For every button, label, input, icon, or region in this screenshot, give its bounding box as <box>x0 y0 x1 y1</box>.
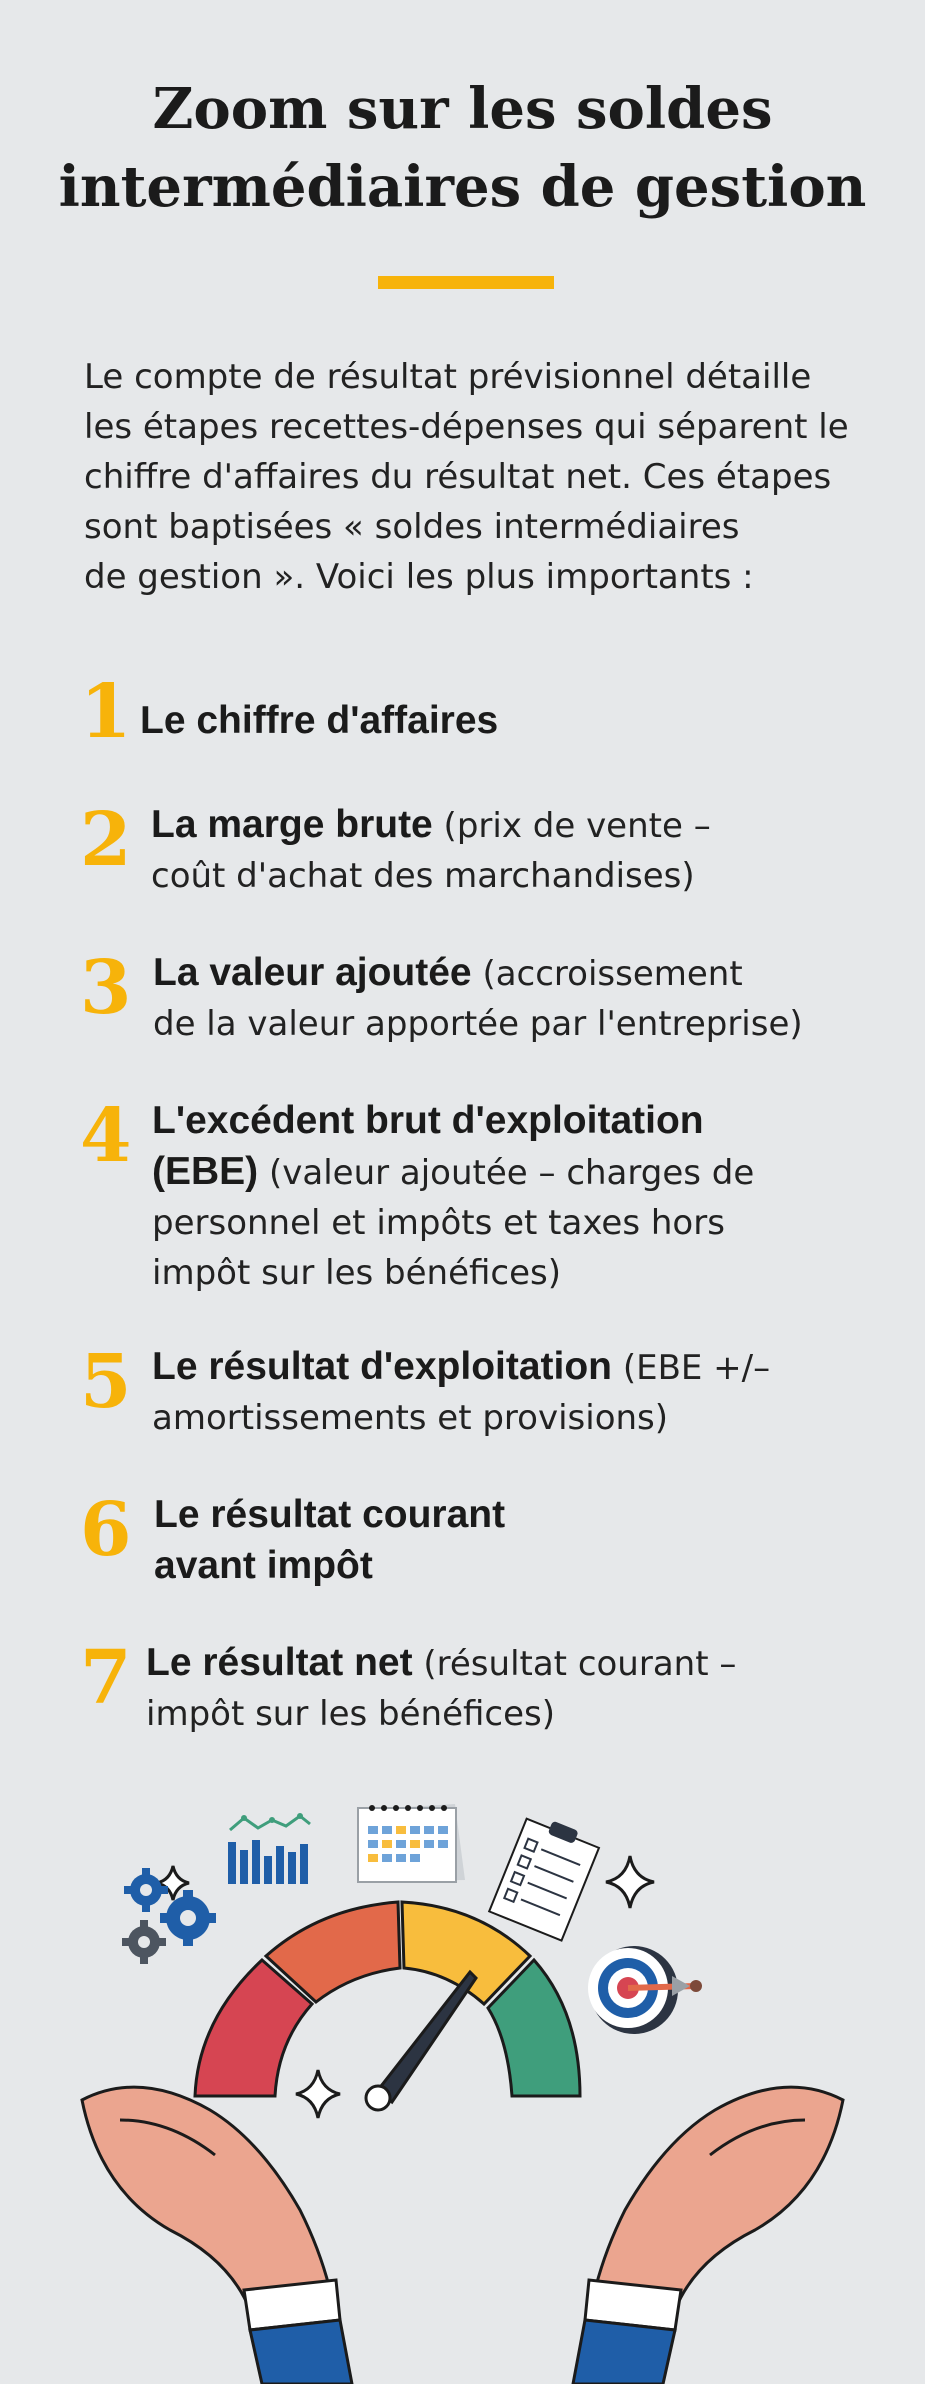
sparkle-icon <box>296 2070 340 2118</box>
item-detail: impôt sur les bénéfices) <box>146 1694 555 1734</box>
item-text <box>152 1342 770 1443</box>
item-detail: coût d'achat des marchandises) <box>151 856 695 896</box>
item-number: 1 <box>80 669 132 755</box>
bar-chart-icon <box>228 1813 310 1884</box>
item-detail: (prix de vente – <box>432 806 711 846</box>
item-detail: personnel et impôts et taxes hors <box>152 1203 725 1243</box>
item-text <box>140 696 498 747</box>
speedometer-gauge-icon <box>195 1902 580 2110</box>
item-title: Le résultat d'exploitation <box>152 1345 613 1388</box>
target-icon <box>588 1946 702 2034</box>
item-number: 5 <box>80 1339 132 1425</box>
checklist-icon <box>489 1811 602 1940</box>
item-number: 7 <box>80 1635 132 1721</box>
item-text <box>146 1638 736 1739</box>
open-hands-icon <box>82 2087 843 2384</box>
item-detail: (EBE +/– <box>612 1348 771 1388</box>
intro-line: Le compte de résultat prévisionnel détaille <box>84 357 812 397</box>
intro-line: sont baptisées « soldes intermédiaires <box>84 507 740 547</box>
item-title: Le résultat net <box>146 1641 413 1684</box>
item-title: La valeur ajoutée <box>153 951 472 994</box>
item-title: L'excédent brut d'exploitation <box>152 1099 704 1142</box>
item-detail: (résultat courant – <box>412 1644 737 1684</box>
intro-paragraph <box>84 352 884 602</box>
intro-line: chiffre d'affaires du résultat net. Ces étapes <box>84 457 832 497</box>
title-line-1: Zoom sur les soldes <box>152 76 773 142</box>
item-text <box>154 1490 505 1592</box>
item-number: 6 <box>80 1487 132 1573</box>
page-title <box>0 70 925 226</box>
item-text <box>151 800 711 901</box>
item-detail: amortissements et provisions) <box>152 1398 669 1438</box>
title-underline <box>378 276 554 289</box>
item-title-suffix: avant impôt <box>154 1544 373 1587</box>
item-title: Le résultat courant <box>154 1493 506 1536</box>
intro-line: de gestion ». Voici les plus importants : <box>84 557 754 597</box>
item-detail: (accroissement <box>471 954 743 994</box>
item-number: 4 <box>80 1093 132 1179</box>
item-number: 2 <box>80 797 132 883</box>
sparkle-icon <box>606 1856 654 1908</box>
intro-line: les étapes recettes-dépenses qui séparent le <box>84 407 849 447</box>
item-title: La marge brute <box>151 803 433 846</box>
item-text <box>153 948 803 1049</box>
item-text <box>152 1096 754 1298</box>
item-detail: de la valeur apportée par l'entreprise) <box>153 1004 803 1044</box>
illustration <box>0 1790 925 2384</box>
calendar-icon <box>358 1804 465 1882</box>
item-detail: impôt sur les bénéfices) <box>152 1253 561 1293</box>
title-line-2: intermédiaires de gestion <box>58 154 867 220</box>
item-number: 3 <box>80 945 132 1031</box>
item-title: Le chiffre d'affaires <box>140 699 499 742</box>
item-title-suffix: (EBE) <box>152 1150 259 1193</box>
item-detail: (valeur ajoutée – charges de <box>258 1153 755 1193</box>
